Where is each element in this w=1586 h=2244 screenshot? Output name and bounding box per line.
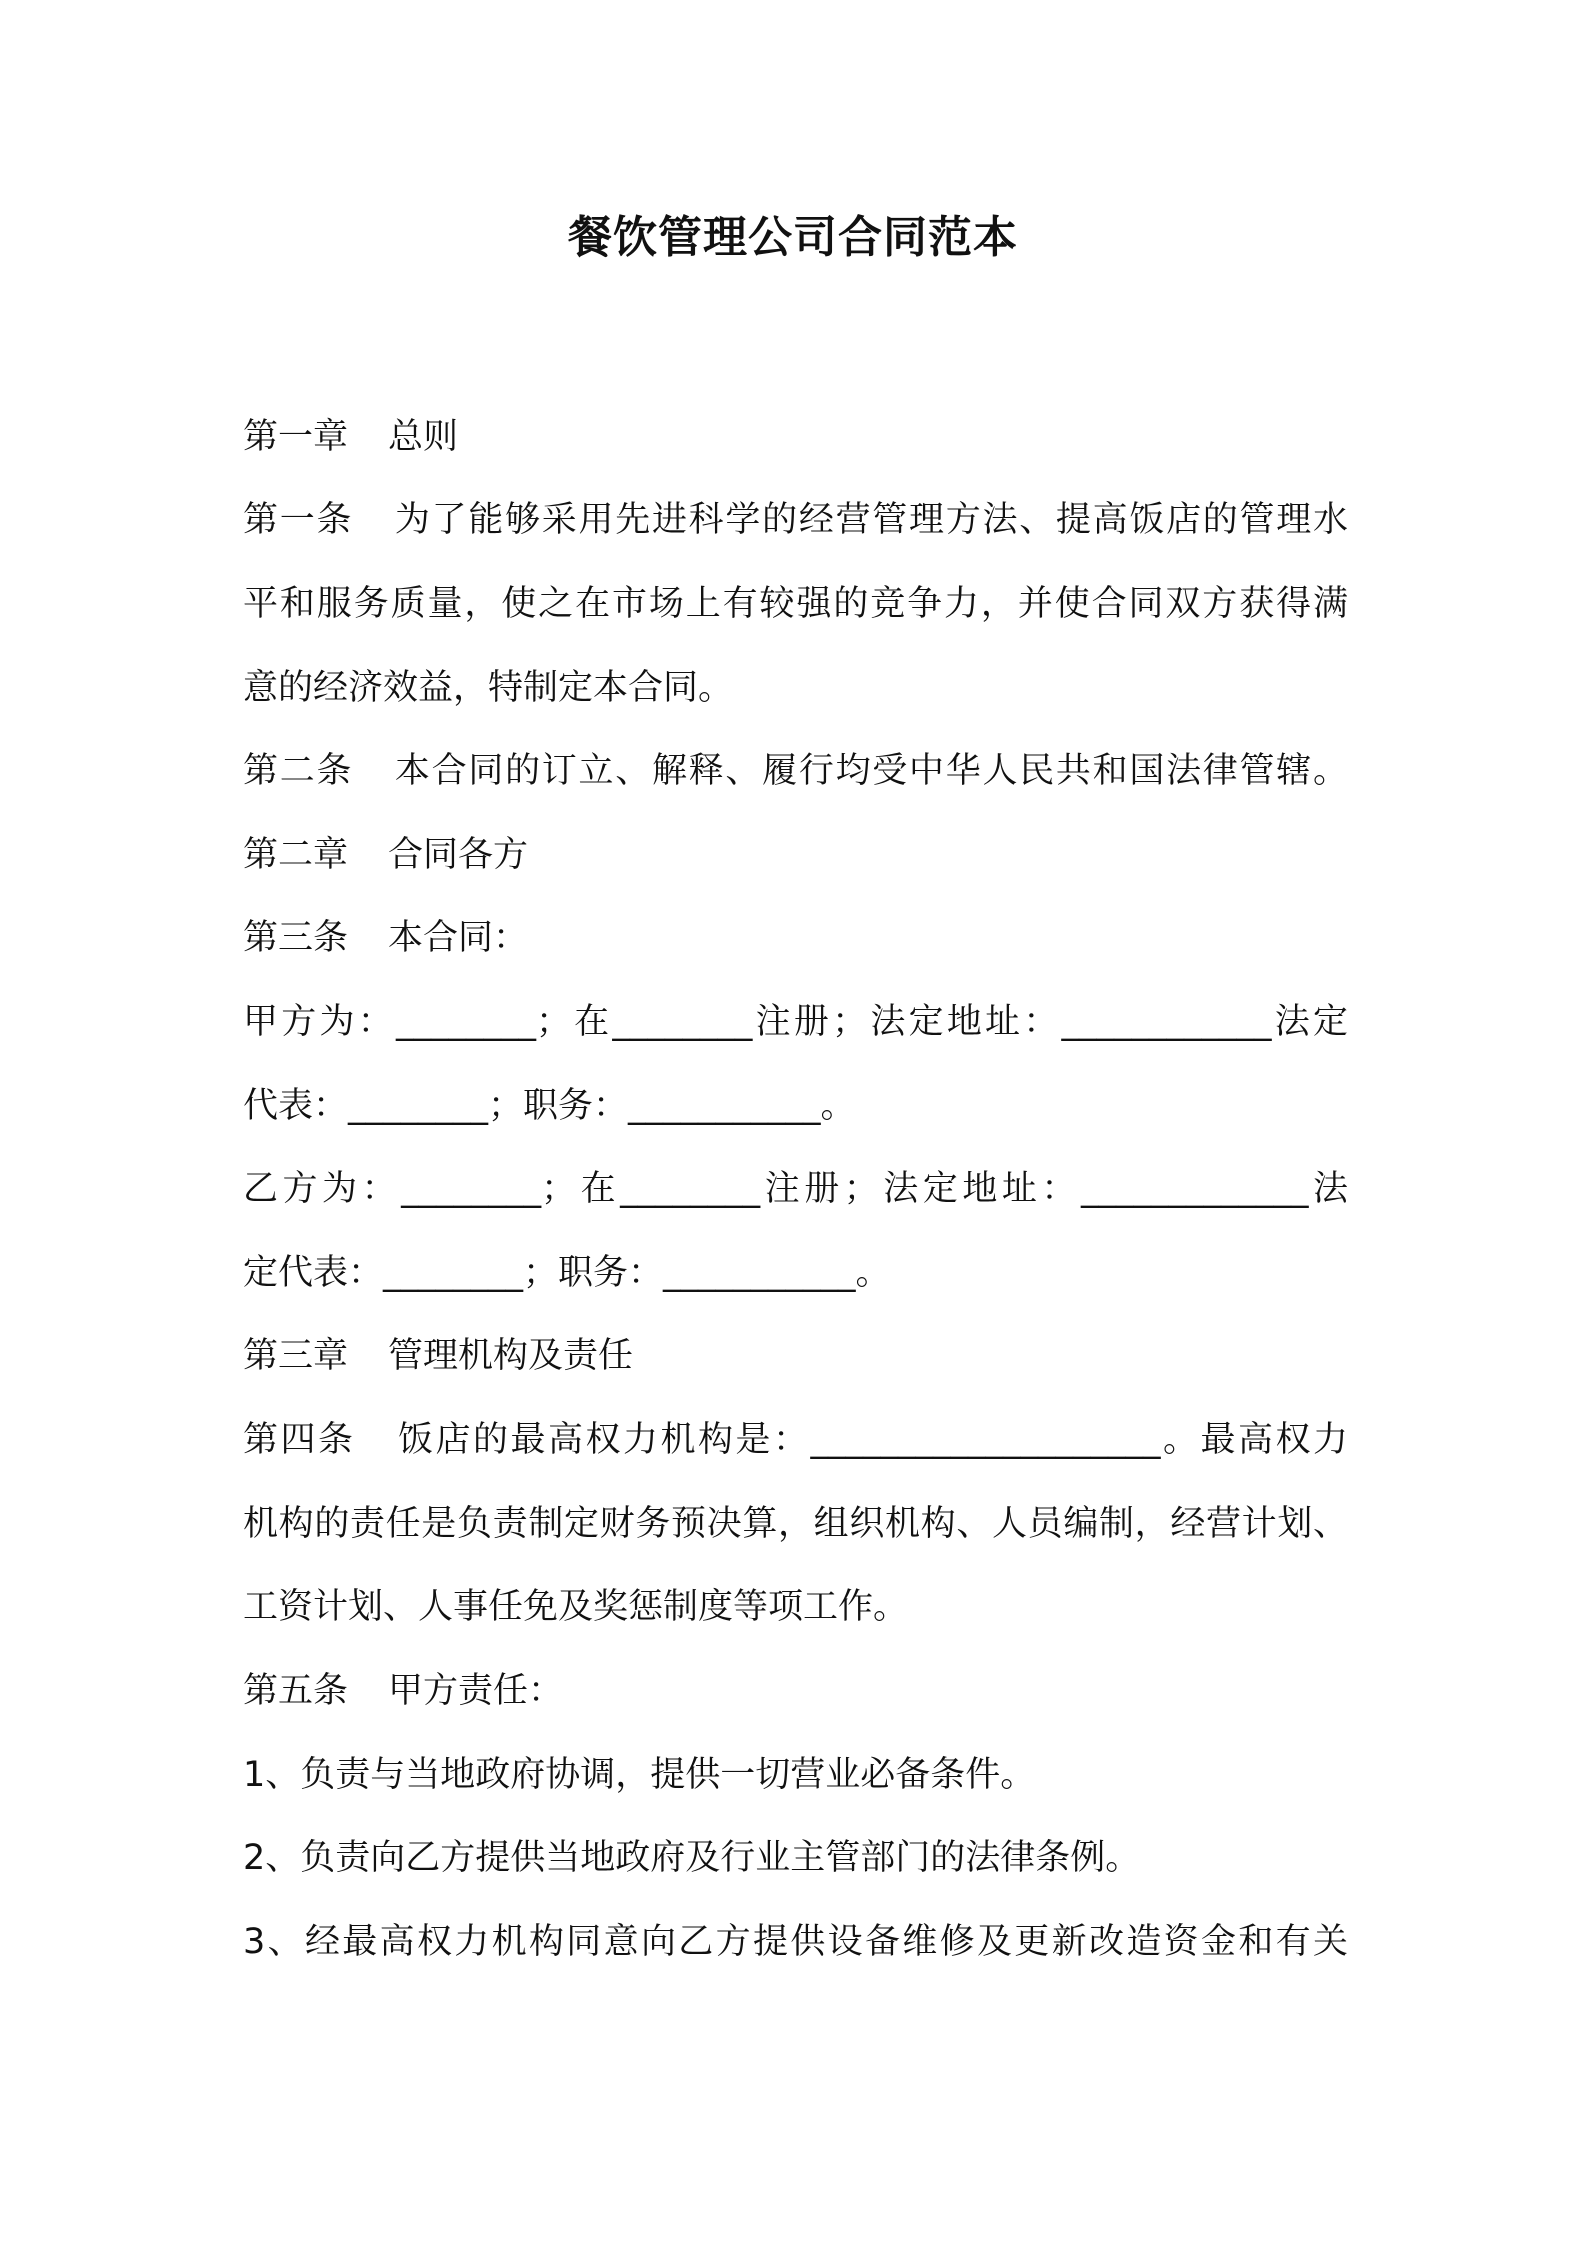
- article-1-line-2: 平和服务质量，使之在市场上有较强的竞争力，并使合同双方获得满: [243, 584, 1348, 624]
- line-text: 饭店的最高权力机构是：____________________。最高权力: [395, 1420, 1348, 1460]
- line-text: 管理机构及责任: [388, 1336, 634, 1376]
- article-4-line-1: [243, 1415, 1348, 1465]
- chapter-3-heading: [243, 1331, 1348, 1381]
- line-label: 第四条: [243, 1420, 356, 1460]
- party-b-line-2: 定代表：________；职务：___________。: [243, 1253, 891, 1293]
- line-text: 总则: [388, 417, 459, 457]
- line-label: 第二章: [243, 835, 349, 875]
- line-label: 第三条: [243, 918, 349, 958]
- article-1-line-1: [243, 495, 1348, 545]
- article-2-line: [243, 746, 1348, 796]
- chapter-1-heading: [243, 412, 1348, 462]
- chapter-2-heading: [243, 830, 1348, 880]
- article-5-line: [243, 1666, 1348, 1716]
- list-item-3: 3、经最高权力机构同意向乙方提供设备维修及更新改造资金和有关: [243, 1922, 1348, 1962]
- article-4-line-2: 机构的责任是负责制定财务预决算，组织机构、人员编制，经营计划、: [243, 1504, 1348, 1544]
- article-4-line-3: 工资计划、人事任免及奖惩制度等项工作。: [243, 1587, 909, 1627]
- party-b-line-1: 乙方为：________；在________注册；法定地址：_____________法: [243, 1169, 1348, 1209]
- line-text: 本合同的订立、解释、履行均受中华人民共和国法律管辖。: [393, 751, 1348, 791]
- line-label: 第一章: [243, 417, 349, 457]
- article-3-line: [243, 913, 1348, 963]
- line-label: 第二条: [243, 751, 354, 791]
- list-item-1: 1、负责与当地政府协调，提供一切营业必备条件。: [243, 1755, 1036, 1795]
- line-label: 第一条: [243, 500, 354, 540]
- list-item-2: 2、负责向乙方提供当地政府及行业主管部门的法律条例。: [243, 1838, 1141, 1878]
- line-text: 甲方责任：: [388, 1671, 564, 1711]
- document-title: 餐饮管理公司合同范本: [568, 212, 1018, 263]
- party-a-line-1: 甲方为：________；在________注册；法定地址：____________法定: [243, 1002, 1348, 1042]
- line-text: 为了能够采用先进科学的经营管理方法、提高饭店的管理水: [393, 500, 1348, 540]
- line-label: 第三章: [243, 1336, 349, 1376]
- line-label: 第五条: [243, 1671, 349, 1711]
- article-1-line-3: 意的经济效益，特制定本合同。: [243, 668, 734, 708]
- party-a-line-2: 代表：________；职务：___________。: [243, 1086, 856, 1126]
- line-text: 合同各方: [388, 835, 529, 875]
- line-text: 本合同：: [388, 918, 529, 958]
